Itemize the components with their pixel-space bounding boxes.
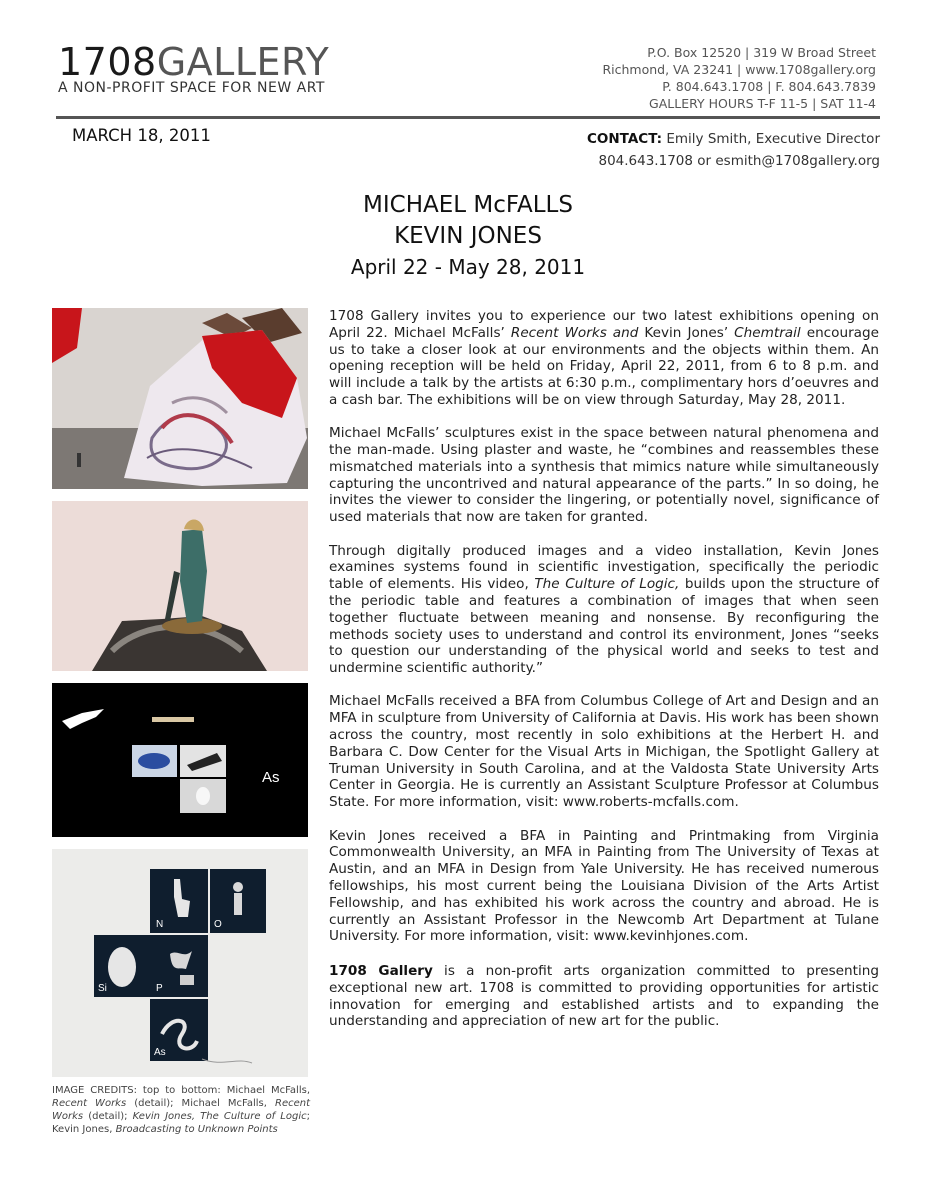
video-title: The Culture of Logic, — [534, 576, 680, 593]
element-label-arsenic: As — [262, 769, 280, 786]
exhibition-title: Recent Works and — [510, 324, 639, 341]
header-divider — [56, 116, 880, 119]
logo-tagline: A NON-PROFIT SPACE FOR NEW ART — [58, 80, 325, 96]
element-label-nitrogen: N — [156, 919, 164, 930]
credits-work: Broadcasting to Unknown Points — [115, 1124, 278, 1135]
contact-name: Emily Smith, Executive Director — [666, 131, 880, 147]
contact-label: CONTACT: — [587, 131, 663, 147]
credits-text: (detail); Michael McFalls, — [126, 1098, 275, 1109]
image-credits — [52, 1084, 310, 1136]
logo-word: GALLERY — [156, 40, 330, 84]
address-line: P.O. Box 12520 | 319 W Broad Street — [647, 45, 876, 60]
culture-of-logic-still — [52, 683, 308, 837]
element-label-oxygen: O — [214, 919, 222, 930]
address-line: GALLERY HOURS T-F 11-5 | SAT 11-4 — [649, 96, 876, 111]
logo-wordmark — [58, 40, 329, 84]
sculpture-photo-2 — [52, 501, 308, 671]
paragraph-text: encourage us to take a closer look at our environments and the objects within them. An opening reception will be held on Friday, April 22, 2011, from 6 to 8 p.m. and will include a talk by the artists at 6:30 p.m., complimentary hors d’oeuvres and a cash bar. The exhibitions will be on view through Saturday, May 28, 2011. — [329, 324, 879, 408]
sculpture-red-white-image — [52, 308, 308, 489]
credits-text: ; Kevin Jones, — [52, 1111, 310, 1135]
credits-work: Recent Works — [52, 1098, 311, 1122]
credits-text: (detail); — [83, 1111, 133, 1122]
gallery-address — [602, 44, 876, 112]
gallery-name: 1708 Gallery — [329, 963, 433, 980]
mcfalls-bio-paragraph: Michael McFalls received a BFA from Columbus College of Art and Design and an MFA in sculpture from University of California at Davis. His work has been shown across the country, most recently in solo exhibitions at the Herbert H. and Barbara C. Dow Center for the Visual Arts in Michigan, the Spotlight Gallery at Truman University in South Carolina, and at the Valdosta State University Arts Center in Georgia. He is currently an Assistant Sculpture Professor at Columbus State. For more information, visit: www.roberts-mcfalls.com. — [329, 693, 879, 811]
mcfalls-paragraph: Michael McFalls’ sculptures exist in the space between natural phenomena and the man-made. Using plaster and waste, he “combines and reassembles these mismatched materials into a synthesis that mimics nature while simultaneously capturing the uncontrived and natural appearance of the parts.” In so doing, he invites the viewer to consider the lingering, or potentially novel, significance of used materials that now are taken for granted. — [329, 425, 879, 526]
exhibition-dates: April 22 - May 28, 2011 — [350, 255, 586, 279]
paragraph-text: Kevin Jones’ — [638, 324, 735, 341]
periodic-panels-installation — [52, 849, 308, 1077]
element-label-phosphorus: P — [156, 983, 163, 994]
gallery-about-paragraph — [329, 963, 879, 1030]
artist-name-2: KEVIN JONES — [394, 223, 542, 249]
artwork-images — [52, 308, 308, 1089]
element-label-silicon: Si — [98, 983, 107, 994]
exhibition-titles — [0, 190, 930, 282]
press-release-body — [329, 308, 879, 1047]
exhibition-title: Chemtrail — [734, 324, 801, 341]
credits-work: Recent Works — [52, 1098, 127, 1109]
gallery-logo — [58, 40, 329, 96]
intro-paragraph — [329, 308, 879, 409]
logo-number: 1708 — [58, 40, 157, 84]
paragraph-text: builds upon the structure of the periodic table and features a combination of images that when seen together fluctuate between meaning and nonsense. By reconfiguring the methods society uses to understand and control its environment, Jones “seeks to question our understanding of the physical world and seeks to test and undermine scientific authority.” — [329, 576, 879, 677]
paragraph-text: is a non-profit arts organization committed to presenting exceptional new art. 1708 is committed to providing opportunities for artistic innovation for emerging and established artists and to expanding the understanding and appreciation of new art for the public. — [329, 963, 879, 1030]
release-date: MARCH 18, 2011 — [72, 126, 211, 145]
figure-sculpture-image — [52, 501, 308, 671]
contact-line — [587, 128, 880, 150]
sculpture-photo-1 — [52, 308, 308, 489]
contact-details: 804.643.1708 or esmith@1708gallery.org — [598, 153, 880, 169]
contact-block — [587, 128, 880, 172]
periodic-images-collage — [52, 683, 308, 837]
jones-paragraph — [329, 543, 879, 677]
jones-bio-paragraph: Kevin Jones received a BFA in Painting and Printmaking from Virginia Commonwealth University, an MFA in Painting from The University of Texas at Austin, and an MFA in Design from Yale University. He has received numerous fellowships, his most current being the Louisiana Division of the Arts Artist Fellowship, and has exhibited his work across the country and abroad. He is currently an Assistant Professor in the Newcomb Art Department at Tulane University. For more information, visit: www.kevinhjones.com. — [329, 827, 879, 945]
paragraph-text: Through digitally produced images and a video installation, Kevin Jones examines systems found in scientific investigation, specifically the periodic table of elements. His video, — [329, 542, 879, 593]
element-label-arsenic: As — [154, 1047, 166, 1058]
credits-work: Kevin Jones, The Culture of Logic — [132, 1111, 307, 1122]
paragraph-text: 1708 Gallery invites you to experience our two latest exhibitions opening on April 22. Michael McFalls’ — [329, 308, 879, 341]
credits-prefix: IMAGE CREDITS: top to bottom: Michael McFalls, — [52, 1085, 310, 1096]
address-line: P. 804.643.1708 | F. 804.643.7839 — [662, 79, 876, 94]
address-line: Richmond, VA 23241 | www.1708gallery.org — [602, 62, 876, 77]
artist-name-1: MICHAEL McFALLS — [363, 192, 573, 218]
broadcasting-installation-photo — [52, 849, 308, 1077]
